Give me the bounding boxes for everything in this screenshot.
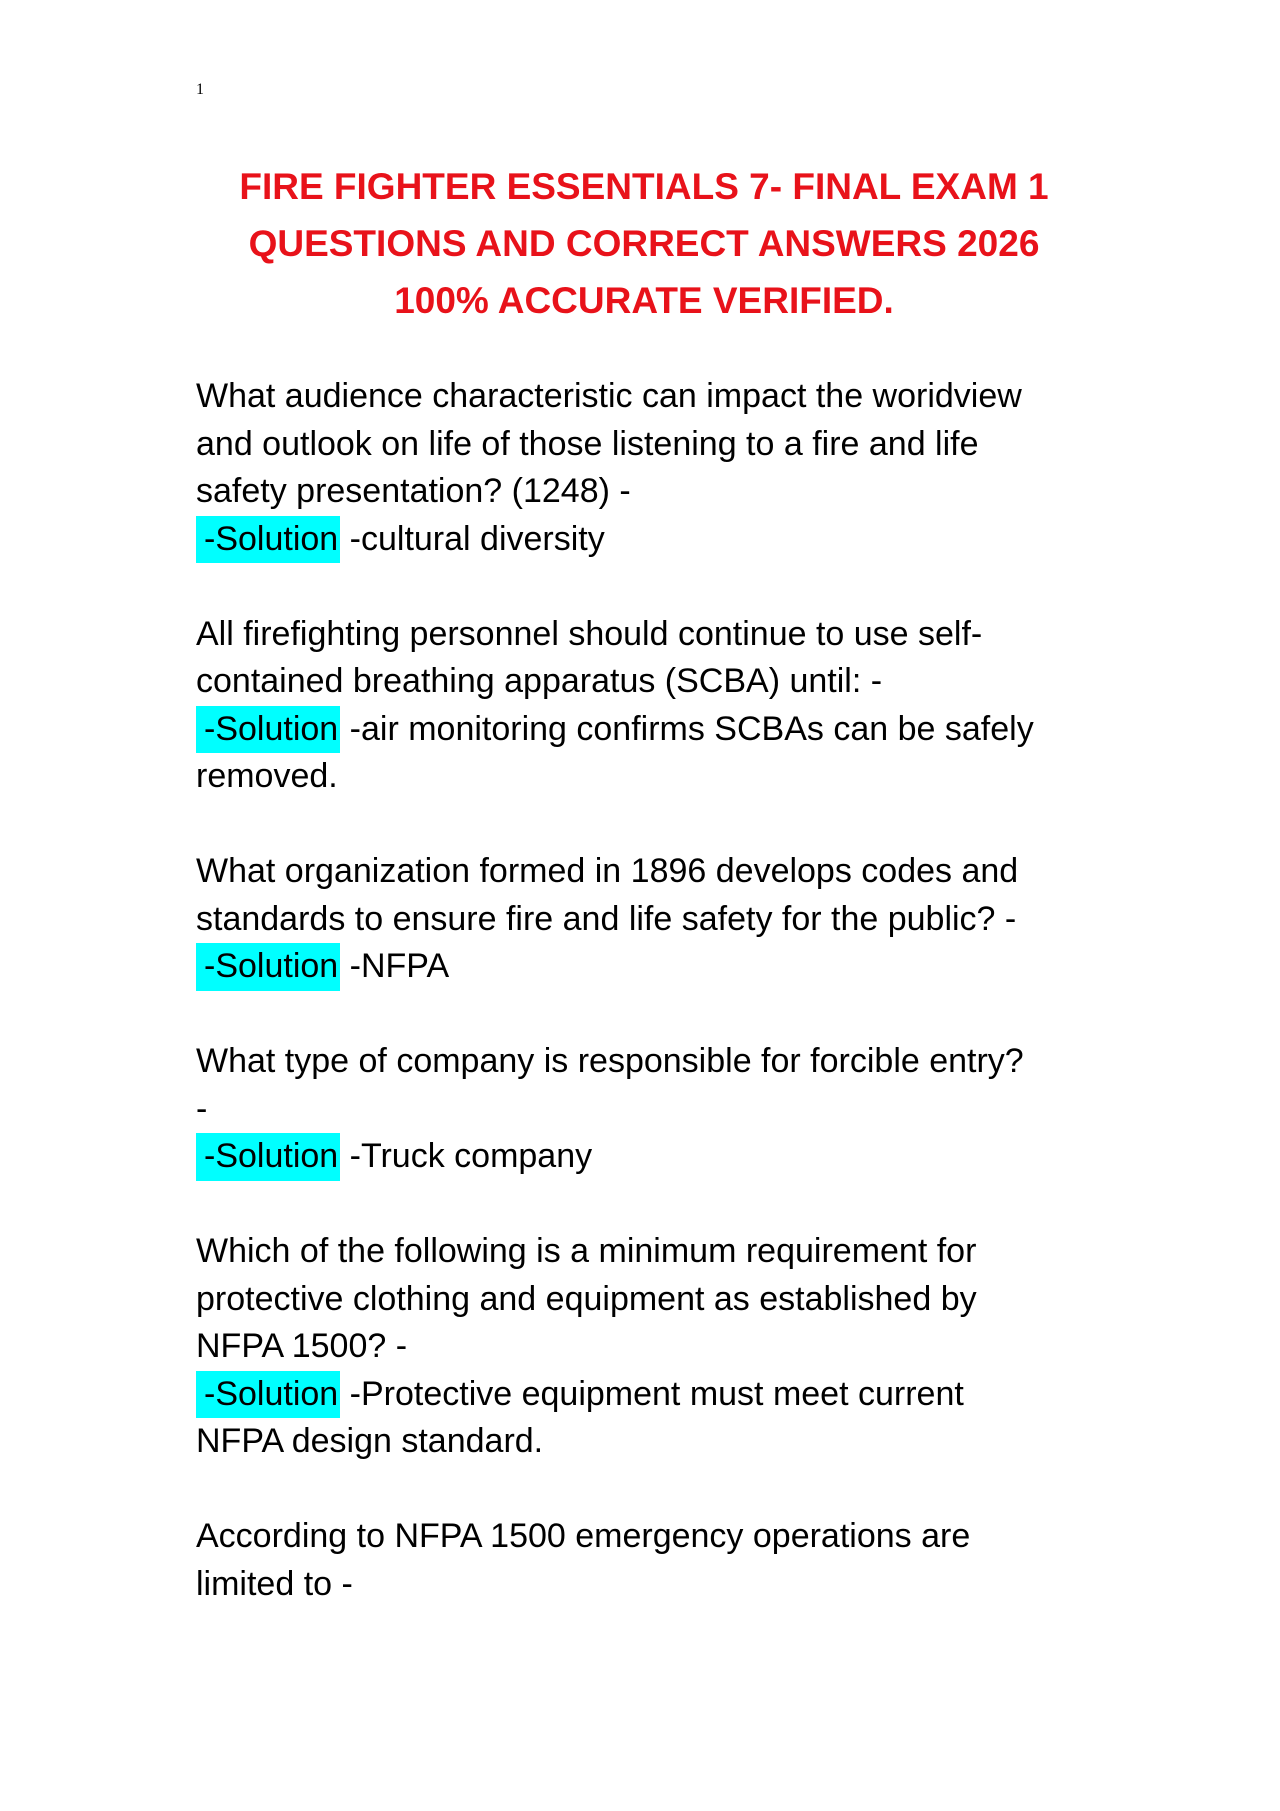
qa-item	[196, 848, 1096, 991]
question-line: According to NFPA 1500 emergency operations are	[196, 1517, 971, 1555]
question-line: standards to ensure fire and life safety for the public? -	[196, 899, 1017, 938]
answer-text: -Truck company	[349, 1137, 593, 1175]
answer-line: removed.	[196, 757, 338, 795]
question-line: limited to -	[196, 1564, 353, 1603]
question-line: What type of company is responsible for forcible entry?	[196, 1042, 1024, 1080]
question-line: protective clothing and equipment as established by	[196, 1279, 977, 1318]
question-line: contained breathing apparatus (SCBA) until: -	[196, 662, 883, 700]
document-title	[160, 158, 1128, 329]
solution-label: -Solution	[196, 1371, 340, 1419]
page-number: 1	[196, 81, 204, 98]
solution-label: -Solution	[196, 706, 340, 754]
question-line: Which of the following is a minimum requirement for	[196, 1232, 977, 1270]
answer-text: -Protective equipment must meet current	[349, 1374, 964, 1413]
answer-text: -air monitoring confirms SCBAs can be safely	[349, 709, 1034, 748]
answer-text: -cultural diversity	[349, 519, 605, 558]
qa-item	[196, 1038, 1096, 1181]
question-line: -	[196, 1089, 208, 1128]
question-line: What organization formed in 1896 develops codes and	[196, 852, 1019, 890]
answer-text: -NFPA	[349, 947, 450, 985]
answer-line	[196, 516, 1096, 564]
answer-line	[196, 1371, 1096, 1419]
qa-item	[196, 1513, 1096, 1608]
solution-label: -Solution	[196, 516, 340, 564]
question-line: and outlook on life of those listening to a fire and life	[196, 424, 979, 463]
solution-label: -Solution	[196, 943, 340, 991]
qa-item	[196, 1228, 1096, 1466]
answer-line: NFPA design standard.	[196, 1422, 544, 1460]
answer-line	[196, 1133, 1096, 1181]
answer-line	[196, 706, 1096, 754]
qa-item	[196, 373, 1096, 563]
qa-list	[196, 373, 1096, 1656]
title-line: 100% ACCURATE VERIFIED.	[394, 280, 894, 321]
title-line: FIRE FIGHTER ESSENTIALS 7- FINAL EXAM 1	[239, 166, 1049, 207]
question-line: NFPA 1500? -	[196, 1327, 408, 1365]
title-line: QUESTIONS AND CORRECT ANSWERS 2026	[248, 223, 1040, 264]
question-line: All firefighting personnel should continue to use self-	[196, 614, 983, 653]
question-line: safety presentation? (1248) -	[196, 472, 631, 510]
qa-item	[196, 611, 1096, 801]
solution-label: -Solution	[196, 1133, 340, 1181]
answer-line	[196, 943, 1096, 991]
question-line: What audience characteristic can impact the woridview	[196, 377, 1022, 415]
